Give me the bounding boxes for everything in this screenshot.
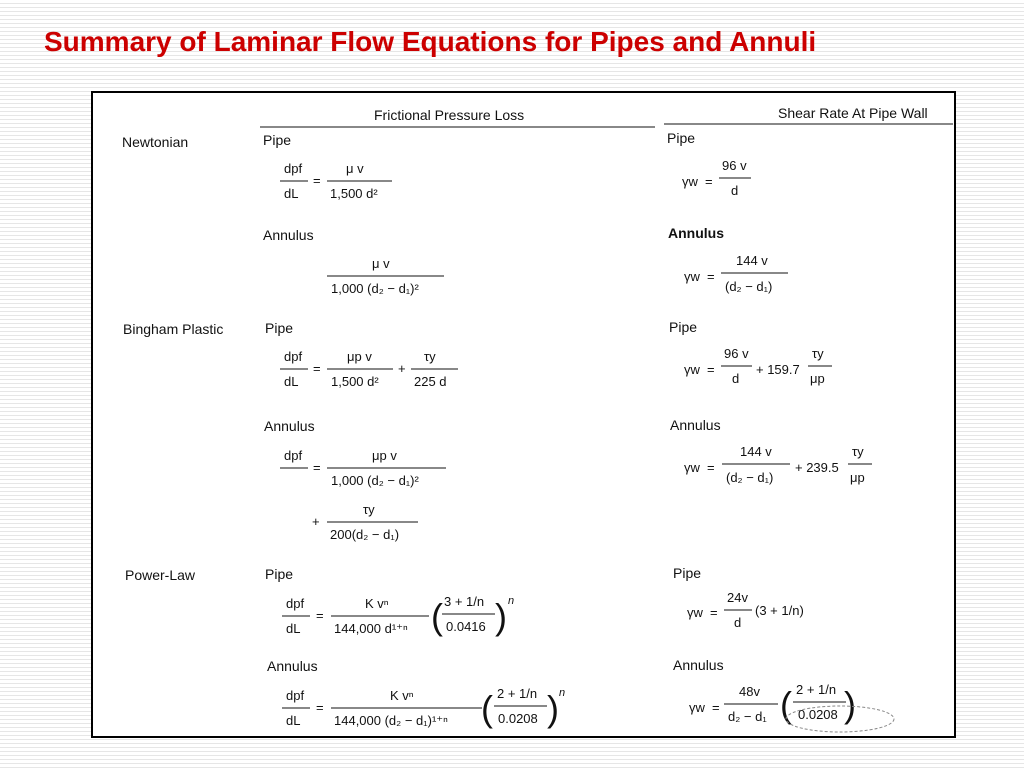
section-annulus-label: Annulus: [264, 418, 315, 434]
section-pipe-label: Pipe: [265, 320, 294, 336]
numerator: 48v: [739, 684, 760, 699]
section-annulus-label: Annulus: [673, 657, 724, 673]
equals-sign: =: [712, 700, 720, 715]
numerator: μ v: [372, 256, 390, 271]
exponent: n: [559, 687, 566, 699]
dl-label: dL: [286, 621, 301, 636]
exponent: n: [508, 595, 515, 607]
left-paren: (: [431, 596, 443, 637]
denominator: (d₂ − d₁): [726, 470, 774, 485]
section-annulus-label: Annulus: [267, 658, 318, 674]
numerator: τy: [363, 502, 375, 517]
section-pipe-label: Pipe: [673, 565, 702, 581]
equals-sign: =: [313, 460, 321, 475]
dpf-label: dpf: [284, 448, 303, 463]
right-paren: ): [547, 688, 559, 729]
numerator: 24v: [727, 590, 748, 605]
header-shear-c: Wall: [900, 105, 928, 121]
right-paren: ): [495, 596, 507, 637]
row-label-bingham: Bingham Plastic: [123, 321, 224, 337]
header-pressure: Frictional Pressure Loss: [374, 107, 525, 123]
denominator: 200(d₂ − d₁): [330, 527, 400, 542]
left-paren: (: [481, 688, 493, 729]
plus-sign: +: [398, 361, 406, 376]
plus-sign: +: [312, 514, 320, 529]
equals-sign: =: [705, 174, 713, 189]
denominator: d: [732, 371, 740, 386]
denominator: d: [734, 615, 742, 630]
header-shear-a: Shear: [778, 105, 816, 121]
gamma-w-label: γw: [684, 460, 700, 475]
denominator: 0.0416: [446, 619, 486, 634]
slide-title: Summary of Laminar Flow Equations for Pipes and Annuli: [44, 26, 817, 57]
numerator: 144 v: [736, 253, 768, 268]
denominator: 1,500 d²: [331, 374, 379, 389]
numerator: τy: [812, 346, 824, 361]
denominator: 225 d: [414, 374, 447, 389]
equals-sign: =: [313, 361, 321, 376]
denominator: (d₂ − d₁): [725, 279, 773, 294]
section-annulus-label: Annulus: [670, 417, 721, 433]
gamma-w-label: γw: [689, 700, 705, 715]
equals-sign: =: [707, 269, 715, 284]
coefficient: + 159.7: [756, 362, 800, 377]
numerator: μp v: [347, 349, 372, 364]
left-paren: (: [780, 684, 792, 725]
denominator: 1,000 (d₂ − d₁)²: [331, 281, 419, 296]
equals-sign: =: [707, 362, 715, 377]
denominator: μp: [850, 470, 865, 485]
dpf-label: dpf: [284, 161, 303, 176]
right-paren: ): [844, 684, 856, 725]
denominator: d: [731, 183, 739, 198]
section-annulus-label: Annulus: [263, 227, 314, 243]
gamma-w-label: γw: [684, 269, 700, 284]
dpf-label: dpf: [286, 596, 305, 611]
numerator: τy: [424, 349, 436, 364]
denominator: 144,000 (d₂ − d₁)¹⁺ⁿ: [334, 713, 448, 728]
numerator: 96 v: [722, 158, 747, 173]
equals-sign: =: [710, 605, 718, 620]
numerator: 144 v: [740, 444, 772, 459]
coefficient: + 239.5: [795, 460, 839, 475]
numerator: μ v: [346, 161, 364, 176]
numerator: 2 + 1/n: [796, 682, 837, 697]
section-pipe-label: Pipe: [667, 130, 696, 146]
header-shear-b: Rate At Pipe: [819, 105, 898, 121]
equals-sign: =: [313, 173, 321, 188]
numerator: τy: [852, 444, 864, 459]
numerator: 3 + 1/n: [444, 594, 485, 609]
denominator: μp: [810, 371, 825, 386]
denominator: 1,000 (d₂ − d₁)²: [331, 473, 419, 488]
dpf-label: dpf: [286, 688, 305, 703]
equals-sign: =: [316, 700, 324, 715]
dl-label: dL: [284, 374, 299, 389]
denominator: 1,500 d²: [330, 186, 378, 201]
numerator: μp v: [372, 448, 397, 463]
gamma-w-label: γw: [687, 605, 703, 620]
denominator: 0.0208: [498, 711, 538, 726]
dl-label: dL: [286, 713, 301, 728]
section-pipe-label: Pipe: [669, 319, 698, 335]
numerator: 96 v: [724, 346, 749, 361]
numerator: 2 + 1/n: [497, 686, 538, 701]
equals-sign: =: [316, 608, 324, 623]
section-pipe-label: Pipe: [263, 132, 292, 148]
denominator: d₂ − d₁: [728, 709, 767, 724]
pipe-tail: (3 + 1/n): [755, 603, 804, 618]
row-label-power: Power-Law: [125, 567, 196, 583]
section-pipe-label: Pipe: [265, 566, 294, 582]
dl-label: dL: [284, 186, 299, 201]
header-shear: [778, 105, 928, 121]
equals-sign: =: [707, 460, 715, 475]
row-label-newtonian: Newtonian: [122, 134, 189, 150]
denominator: 144,000 d¹⁺ⁿ: [334, 621, 408, 636]
denominator: 0.0208: [798, 707, 838, 722]
gamma-w-label: γw: [682, 174, 698, 189]
gamma-w-label: γw: [684, 362, 700, 377]
numerator: K vⁿ: [390, 688, 414, 703]
numerator: K vⁿ: [365, 596, 389, 611]
section-annulus-label: Annulus: [668, 225, 724, 241]
dpf-label: dpf: [284, 349, 303, 364]
